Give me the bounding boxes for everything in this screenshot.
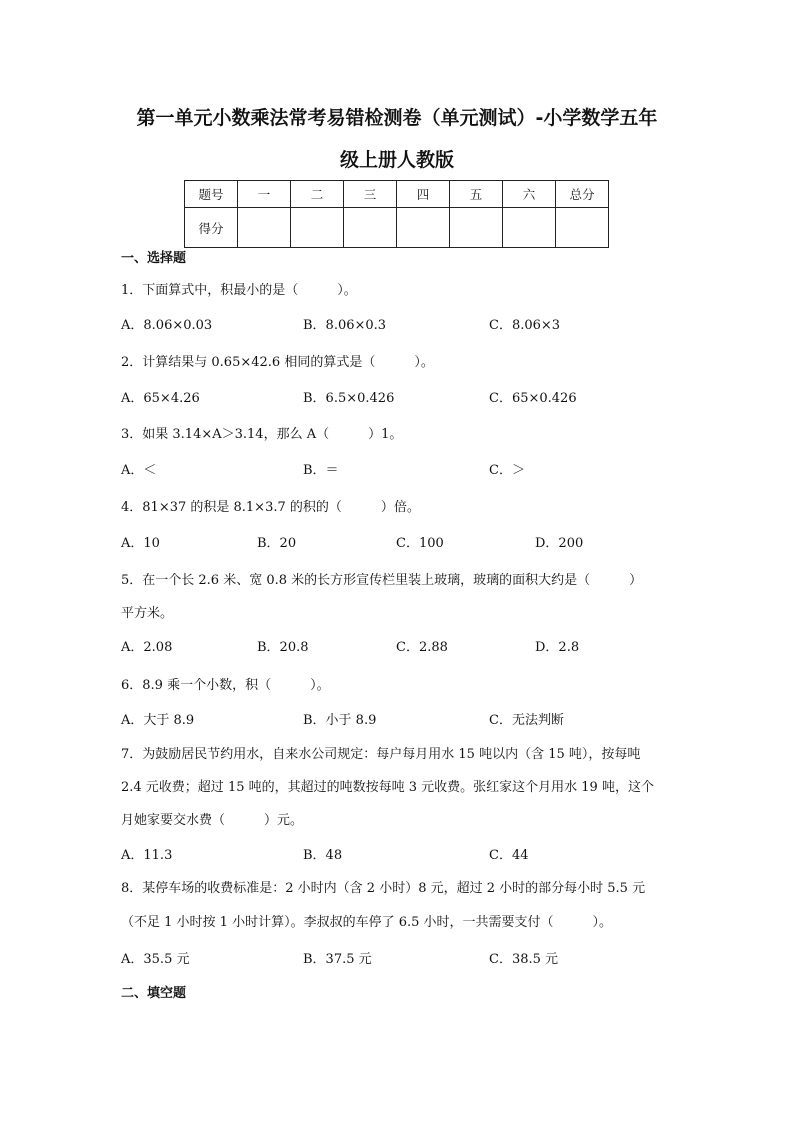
page-title-line-1: 第一单元小数乘法常考易错检测卷（单元测试）-小学数学五年 (136, 107, 658, 129)
question-3-option-a: A．＜ (121, 463, 157, 478)
score-cell-section-2 (291, 208, 344, 248)
question-6-text: 6．8.9 乘一个小数，积（ ）。 (121, 678, 330, 693)
score-cell-section-1 (238, 208, 291, 248)
section-heading-fill-blank: 二、填空题 (121, 986, 187, 1001)
score-row-label: 得分 (185, 208, 238, 248)
header-cell-question-number: 题号 (185, 181, 238, 208)
question-2-option-c: C．65×0.426 (489, 391, 577, 406)
question-7-option-b: B．48 (303, 848, 343, 863)
question-5-option-d: D．2.8 (535, 640, 580, 655)
header-cell-section-4: 四 (397, 181, 450, 208)
question-5-option-a: A．2.08 (121, 640, 173, 655)
question-7-text-line-2: 2.4 元收费；超过 15 吨的，其超过的吨数按每吨 3 元收费。张红家这个月用水 19 吨，这个 (121, 780, 654, 795)
question-8-option-b: B．37.5 元 (303, 952, 372, 967)
score-cell-section-5 (450, 208, 503, 248)
question-8-text-line-2: （不足 1 小时按 1 小时计算）。李叔叔的车停了 6.5 小时，一共需要支付（ ）。 (121, 915, 613, 930)
question-5-text-line-1: 5．在一个长 2.6 米、宽 0.8 米的长方形宣传栏里装上玻璃，玻璃的面积大约是（ ） (121, 573, 643, 588)
question-3-option-c: C．＞ (489, 463, 525, 478)
question-2-text: 2．计算结果与 0.65×42.6 相同的算式是（ ）。 (121, 355, 434, 370)
question-2-option-b: B．6.5×0.426 (303, 391, 395, 406)
question-4-option-d: D．200 (535, 536, 584, 551)
question-8-text-line-1: 8．某停车场的收费标准是：2 小时内（含 2 小时）8 元，超过 2 小时的部分每小时 5.5 元 (121, 881, 646, 896)
header-cell-section-5: 五 (450, 181, 503, 208)
question-7-text-line-1: 7．为鼓励居民节约用水，自来水公司规定：每户每月用水 15 吨以内（含 15 吨），按每吨 (121, 747, 641, 762)
score-cell-section-6 (503, 208, 556, 248)
question-6-option-b: B．小于 8.9 (303, 713, 377, 728)
section-heading-choice: 一、选择题 (121, 251, 187, 266)
score-table-header-row (185, 181, 609, 208)
question-3-option-b: B．＝ (303, 463, 339, 478)
header-cell-total: 总分 (556, 181, 609, 208)
score-cell-section-4 (397, 208, 450, 248)
header-cell-section-3: 三 (344, 181, 397, 208)
score-table (184, 180, 609, 248)
header-cell-section-1: 一 (238, 181, 291, 208)
question-4-option-b: B．20 (257, 536, 297, 551)
question-6-option-a: A．大于 8.9 (121, 713, 195, 728)
question-7-text-line-3: 月她家要交水费（ ）元。 (121, 813, 304, 828)
question-7-option-a: A．11.3 (121, 848, 173, 863)
page-title-line-2: 级上册人教版 (339, 149, 454, 171)
question-6-option-c: C．无法判断 (489, 713, 564, 728)
question-8-option-a: A．35.5 元 (121, 952, 190, 967)
question-5-option-c: C．2.88 (396, 640, 448, 655)
question-1-text: 1．下面算式中，积最小的是（ ）。 (121, 283, 357, 298)
header-cell-section-6: 六 (503, 181, 556, 208)
question-7-option-c: C．44 (489, 848, 529, 863)
score-cell-total (556, 208, 609, 248)
question-4-text: 4．81×37 的积是 8.1×3.7 的积的（ ）倍。 (121, 500, 420, 515)
question-4-option-a: A．10 (121, 536, 160, 551)
question-2-option-a: A．65×4.26 (121, 391, 200, 406)
score-cell-section-3 (344, 208, 397, 248)
score-table-score-row (185, 208, 609, 248)
question-1-option-b: B．8.06×0.3 (303, 318, 387, 333)
question-4-option-c: C．100 (396, 536, 444, 551)
question-8-option-c: C．38.5 元 (489, 952, 559, 967)
header-cell-section-2: 二 (291, 181, 344, 208)
question-5-option-b: B．20.8 (257, 640, 309, 655)
question-3-text: 3．如果 3.14×A＞3.14，那么 A（ ）1。 (121, 427, 403, 442)
question-1-option-c: C．8.06×3 (489, 318, 561, 333)
question-1-option-a: A．8.06×0.03 (121, 318, 213, 333)
question-5-text-line-2: 平方米。 (121, 606, 174, 621)
